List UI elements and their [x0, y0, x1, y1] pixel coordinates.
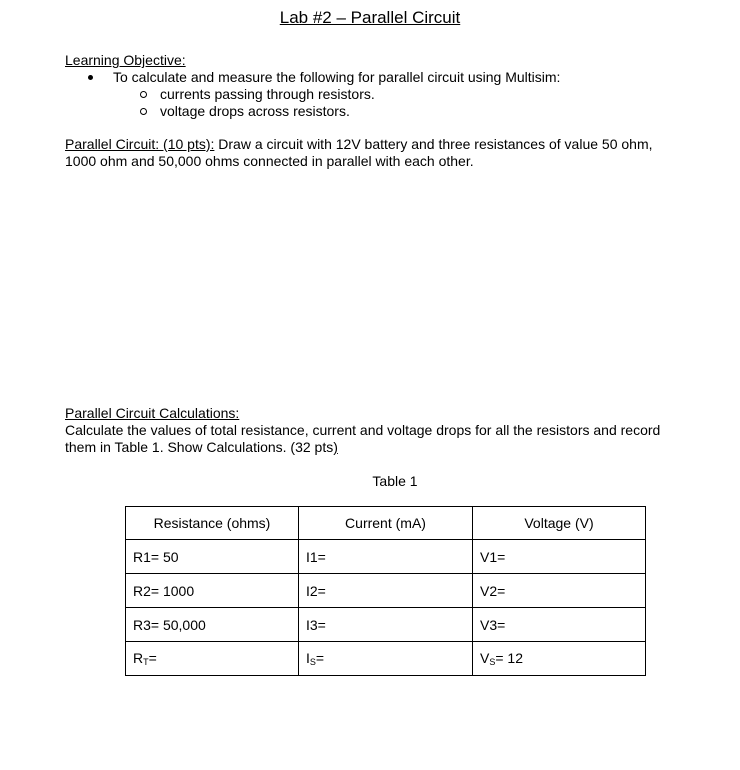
calculations-text-end: ): [333, 439, 338, 455]
cell-voltage: V3=: [473, 608, 646, 642]
cell-source-voltage: $V_S= 12$: [473, 642, 646, 676]
bullet-dot-icon: [88, 75, 93, 80]
page-title: Lab #2 – Parallel Circuit: [279, 8, 461, 27]
calculations-heading: Parallel Circuit Calculations:: [65, 405, 240, 421]
cell-current: I3=: [299, 608, 473, 642]
parallel-circuit-text: Draw a circuit with 12V battery and three resistances of value 50 ohm,: [214, 136, 653, 152]
cell-current: I2=: [299, 574, 473, 608]
bullet-circle-icon: [140, 91, 147, 98]
results-table: [125, 506, 646, 676]
table-row: [126, 540, 646, 574]
table-row: [126, 608, 646, 642]
sub-item-text: voltage drops across resistors.: [160, 103, 350, 119]
cell-current: I1=: [299, 540, 473, 574]
calculations-text: Calculate the values of total resistance, current and voltage drops for all the resistors and record: [65, 422, 661, 438]
calculations-section: [65, 405, 705, 456]
cell-resistance: R1= 50: [126, 540, 299, 574]
objective-heading: Learning Objective:: [65, 52, 186, 68]
cell-resistance: R2= 1000: [126, 574, 299, 608]
parallel-circuit-instructions: [65, 136, 695, 170]
cell-voltage: V2=: [473, 574, 646, 608]
header-resistance: Resistance (ohms): [126, 507, 299, 540]
bullet-circle-icon: [140, 108, 147, 115]
cell-voltage: V1=: [473, 540, 646, 574]
table-header-row: [126, 507, 646, 540]
sub-item-text: currents passing through resistors.: [160, 86, 375, 102]
parallel-circuit-label: Parallel Circuit: (10 pts):: [65, 136, 215, 152]
header-current: Current (mA): [299, 507, 473, 540]
table-row: [126, 574, 646, 608]
cell-source-current: $I_S=$: [299, 642, 473, 676]
objective-bullet-text: To calculate and measure the following for parallel circuit using Multisim:: [113, 69, 561, 85]
cell-resistance: R3= 50,000: [126, 608, 299, 642]
table-row-total: [126, 642, 646, 676]
cell-total-resistance: $R_T=$: [126, 642, 299, 676]
table-caption: Table 1: [372, 473, 418, 489]
header-voltage: Voltage (V): [473, 507, 646, 540]
parallel-circuit-text-2: 1000 ohm and 50,000 ohms connected in parallel with each other.: [65, 153, 474, 169]
calculations-text-2: them in Table 1. Show Calculations. (32 pts: [65, 439, 334, 455]
